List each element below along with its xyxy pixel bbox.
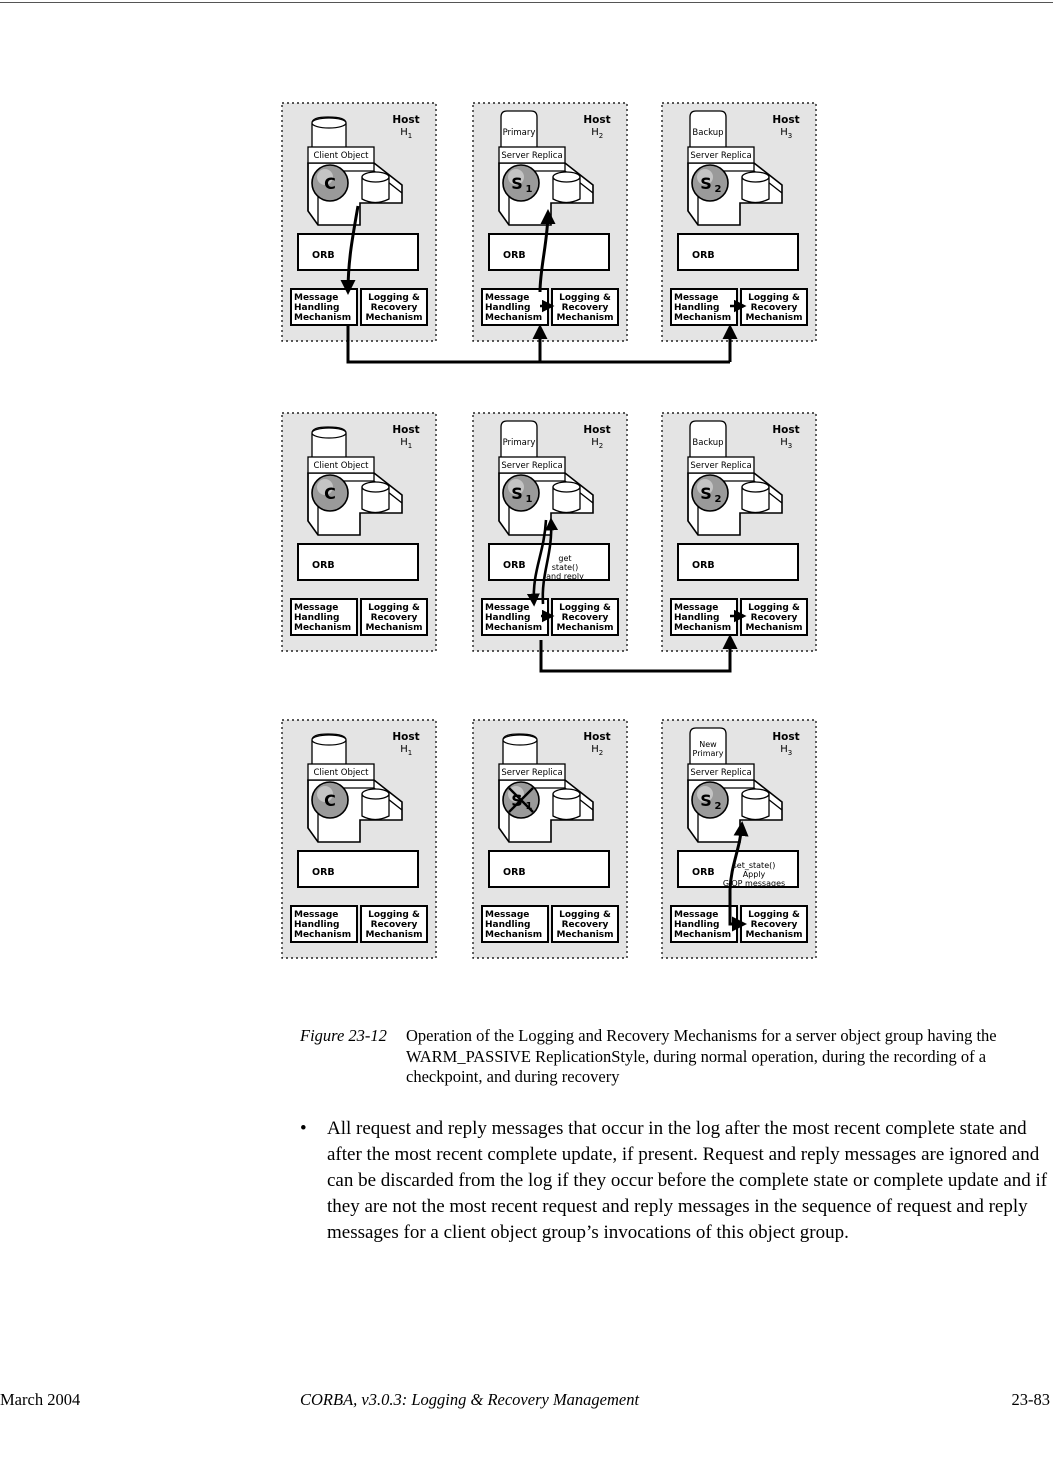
host-subscript: 3: [787, 749, 793, 757]
orb-label: ORB: [503, 560, 526, 571]
orb-label: ORB: [692, 250, 715, 261]
orb-note: Apply: [742, 870, 766, 879]
database-cap: [553, 482, 580, 492]
object-ball-label: C: [324, 174, 336, 193]
host-subscript: 2: [598, 132, 604, 140]
object-label: Server Replica: [690, 151, 752, 161]
object-label: Server Replica: [501, 461, 563, 471]
message-handling-label: Mechanism: [674, 313, 732, 323]
database-cap: [742, 789, 769, 799]
figure-caption-text: Operation of the Logging and Recovery Mechanisms for a server object group having the WARM_PASSIVE ReplicationStyle, during normal operation, during the recording of a checkpoint, and during recovery: [406, 1026, 997, 1086]
object-label: Client Object: [313, 461, 369, 471]
logging-recovery-label: Logging &: [368, 603, 420, 613]
message-handling-label: Mechanism: [485, 623, 543, 633]
logging-recovery-label: Mechanism: [745, 930, 803, 940]
database-cap: [362, 172, 389, 182]
object-ball-label: S: [511, 484, 523, 503]
replica-tag-label: Primary: [692, 749, 724, 758]
host-subscript: 1: [407, 442, 413, 450]
host-label: Host: [392, 424, 420, 436]
logging-recovery-label: Mechanism: [556, 623, 614, 633]
host-letter: H: [591, 127, 599, 138]
orb-label: ORB: [312, 867, 335, 878]
cylinder-cap: [312, 428, 346, 438]
logging-recovery-label: Mechanism: [556, 313, 614, 323]
logging-recovery-label: Logging &: [559, 603, 611, 613]
logging-recovery-label: Logging &: [368, 910, 420, 920]
message-handling-label: Mechanism: [294, 313, 352, 323]
host-subscript: 1: [407, 749, 413, 757]
database-cap: [553, 789, 580, 799]
object-ball-label: S: [700, 484, 712, 503]
logging-recovery-label: Logging &: [748, 910, 800, 920]
message-handling-label: Handling: [294, 303, 340, 313]
logging-recovery-label: Recovery: [561, 613, 609, 623]
message-handling-label: Handling: [674, 613, 720, 623]
database-cap: [553, 172, 580, 182]
logging-recovery-label: Mechanism: [365, 313, 423, 323]
host-letter: H: [780, 744, 788, 755]
logging-recovery-label: Logging &: [748, 293, 800, 303]
logging-recovery-label: Mechanism: [556, 930, 614, 940]
replica-tag-label: New: [699, 740, 717, 749]
object-ball-subscript: 2: [714, 494, 722, 505]
object-label: Client Object: [313, 768, 369, 778]
host-subscript: 2: [598, 749, 604, 757]
host-letter: H: [780, 437, 788, 448]
object-ball-subscript: 1: [525, 801, 533, 812]
footer-title: CORBA, v3.0.3: Logging & Recovery Management: [300, 1390, 640, 1409]
cylinder-cap: [312, 118, 346, 128]
footer-date: March 2004: [0, 1390, 81, 1409]
logging-recovery-label: Recovery: [561, 303, 609, 313]
bullet-symbol: •: [300, 1118, 307, 1139]
cylinder-cap: [312, 735, 346, 745]
orb-note: state(): [551, 563, 579, 572]
logging-recovery-label: Recovery: [750, 613, 798, 623]
message-handling-label: Message: [485, 603, 530, 613]
logging-recovery-label: Mechanism: [745, 313, 803, 323]
host-label: Host: [583, 731, 611, 743]
message-handling-label: Mechanism: [674, 930, 732, 940]
message-handling-label: Message: [294, 910, 339, 920]
object-label: Client Object: [313, 151, 369, 161]
footer-page-number: 23-83: [1011, 1390, 1050, 1409]
host-letter: H: [400, 744, 408, 755]
replica-tag-label: Primary: [502, 438, 536, 448]
object-label: Server Replica: [690, 768, 752, 778]
replica-tag-label: Backup: [692, 438, 724, 448]
logging-recovery-label: Logging &: [748, 603, 800, 613]
orb-label: ORB: [503, 250, 526, 261]
message-handling-label: Mechanism: [485, 930, 543, 940]
host-subscript: 3: [787, 132, 793, 140]
object-ball-label: S: [700, 174, 712, 193]
logging-recovery-label: Logging &: [559, 910, 611, 920]
host-panel: [282, 103, 436, 341]
logging-recovery-label: Recovery: [370, 920, 418, 930]
message-handling-label: Message: [674, 293, 719, 303]
host-label: Host: [583, 114, 611, 126]
orb-note: and reply: [546, 572, 584, 581]
message-handling-label: Message: [485, 910, 530, 920]
logging-recovery-label: Recovery: [370, 613, 418, 623]
cylinder-cap: [503, 735, 537, 745]
orb-label: ORB: [692, 560, 715, 571]
message-handling-label: Handling: [294, 613, 340, 623]
logging-recovery-label: Recovery: [750, 920, 798, 930]
host-subscript: 1: [407, 132, 413, 140]
object-ball-label: S: [700, 791, 712, 810]
host-panel: [473, 720, 627, 958]
host-label: Host: [392, 114, 420, 126]
orb-label: ORB: [312, 250, 335, 261]
host-label: Host: [772, 114, 800, 126]
host-label: Host: [583, 424, 611, 436]
host-letter: H: [591, 437, 599, 448]
message-handling-label: Mechanism: [674, 623, 732, 633]
host-panel: [282, 413, 436, 651]
host-letter: H: [400, 437, 408, 448]
logging-recovery-label: Recovery: [370, 303, 418, 313]
orb-note: get: [558, 554, 572, 563]
message-handling-label: Handling: [485, 920, 531, 930]
logging-recovery-label: Logging &: [368, 293, 420, 303]
orb-note: GIOP messages: [722, 879, 786, 888]
logging-recovery-label: Logging &: [559, 293, 611, 303]
object-ball-subscript: 2: [714, 184, 722, 195]
message-handling-label: Handling: [294, 920, 340, 930]
database-cap: [362, 789, 389, 799]
object-ball-subscript: 2: [714, 801, 722, 812]
orb-note: set_state(): [732, 861, 776, 870]
message-handling-label: Handling: [485, 613, 531, 623]
message-handling-label: Handling: [674, 920, 720, 930]
host-panel: [282, 720, 436, 958]
message-handling-label: Message: [674, 910, 719, 920]
logging-recovery-label: Mechanism: [365, 623, 423, 633]
message-handling-label: Message: [674, 603, 719, 613]
logging-recovery-label: Recovery: [561, 920, 609, 930]
logging-recovery-label: Mechanism: [365, 930, 423, 940]
host-subscript: 3: [787, 442, 793, 450]
object-ball-label: C: [324, 791, 336, 810]
logging-recovery-label: Recovery: [750, 303, 798, 313]
object-label: Server Replica: [501, 768, 563, 778]
orb-label: ORB: [503, 867, 526, 878]
message-handling-label: Message: [294, 603, 339, 613]
database-cap: [742, 172, 769, 182]
object-ball-label: S: [511, 174, 523, 193]
orb-label: ORB: [692, 867, 715, 878]
object-label: Server Replica: [501, 151, 563, 161]
message-handling-label: Mechanism: [294, 623, 352, 633]
orb-label: ORB: [312, 560, 335, 571]
host-letter: H: [780, 127, 788, 138]
object-ball-label: S: [511, 791, 523, 810]
host-label: Host: [392, 731, 420, 743]
figure-caption-label: Figure 23-12: [300, 1026, 387, 1045]
database-cap: [362, 482, 389, 492]
object-label: Server Replica: [690, 461, 752, 471]
message-handling-label: Message: [485, 293, 530, 303]
message-handling-label: Mechanism: [294, 930, 352, 940]
message-handling-label: Handling: [674, 303, 720, 313]
object-ball-subscript: 1: [525, 494, 533, 505]
message-handling-label: Mechanism: [485, 313, 543, 323]
host-label: Host: [772, 424, 800, 436]
host-letter: H: [591, 744, 599, 755]
message-handling-label: Message: [294, 293, 339, 303]
host-label: Host: [772, 731, 800, 743]
host-letter: H: [400, 127, 408, 138]
host-subscript: 2: [598, 442, 604, 450]
replica-tag-label: Primary: [502, 128, 536, 138]
object-ball-subscript: 1: [525, 184, 533, 195]
object-ball-label: C: [324, 484, 336, 503]
database-cap: [742, 482, 769, 492]
message-handling-label: Handling: [485, 303, 531, 313]
logging-recovery-label: Mechanism: [745, 623, 803, 633]
replica-tag-label: Backup: [692, 128, 724, 138]
bullet-text: All request and reply messages that occur in the log after the most recent complete state and after the most recent complete update, if present. Request and reply messages are ignored and can be discarded from the log if they occur before the complete state or complete update and if they are not the most recent request and reply messages in the sequence of request and reply messages for a client object group’s invocations of this object group.: [327, 1118, 1048, 1243]
